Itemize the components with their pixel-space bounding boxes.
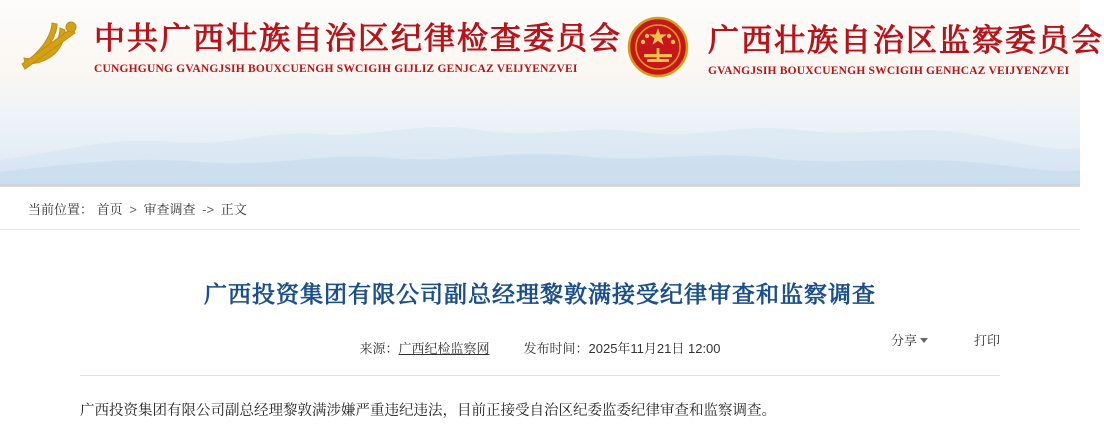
breadcrumb-separator-1: > [129, 201, 137, 217]
article [0, 278, 1080, 426]
article-source-value[interactable]: 广西纪检监察网 [398, 341, 490, 357]
article-publish-label: 发布时间： [523, 341, 589, 357]
share-button[interactable] [891, 330, 928, 349]
right-organization-title: 广西壮族自治区监察委员会 [708, 22, 1104, 58]
page-title: 广西投资集团有限公司副总经理黎敦满接受纪律审查和监察调查 [204, 281, 876, 307]
site-header-banner [0, 0, 1104, 186]
chevron-down-icon [920, 338, 928, 343]
breadcrumb-separator-2: -> [202, 201, 215, 217]
right-organization [622, 14, 1104, 85]
breadcrumb-link-home[interactable]: 首页 [96, 201, 123, 217]
article-meta-divider [80, 375, 1000, 376]
share-label: 分享 [890, 333, 917, 349]
banner-content [0, 0, 1104, 96]
right-organization-subtitle: GVANGJSIH BOUXCUENGH SWCIGIH GENHCAZ VEIJYENZVEI [708, 65, 1070, 78]
breadcrumb-bar [0, 186, 1080, 230]
print-button[interactable]: 打印 [973, 333, 1000, 349]
party-hammer-sickle-emblem [14, 14, 82, 81]
mountain-decoration [0, 90, 1080, 186]
breadcrumb-current: 正文 [220, 201, 247, 217]
article-source [359, 338, 489, 357]
breadcrumb [0, 199, 247, 218]
article-publish-value: 2025年11月21日 12:00 [588, 341, 721, 357]
left-organization-title: 中共广西壮族自治区纪律检查委员会 [94, 20, 622, 56]
article-actions [891, 330, 1000, 349]
left-organization-subtitle: CUNGHGUNG GVANGJSIH BOUXCUENGH SWCIGIH GIJLIZ GENJCAZ VEIJYENZVEI [94, 63, 578, 76]
right-organization-text [708, 22, 1104, 77]
breadcrumb-link-section[interactable]: 审查调查 [143, 201, 196, 217]
left-organization [14, 14, 622, 81]
left-organization-text [94, 20, 622, 75]
article-publish-time [523, 338, 720, 357]
article-source-label: 来源： [359, 341, 399, 357]
article-meta [80, 333, 1000, 357]
article-paragraph: 广西投资集团有限公司副总经理黎敦满涉嫌严重违纪违法，目前正接受自治区纪委监委纪律审查和监察调查。 [80, 403, 776, 420]
breadcrumb-label: 当前位置： [28, 201, 94, 217]
banner-divider [0, 184, 1080, 186]
national-emblem [622, 14, 694, 85]
